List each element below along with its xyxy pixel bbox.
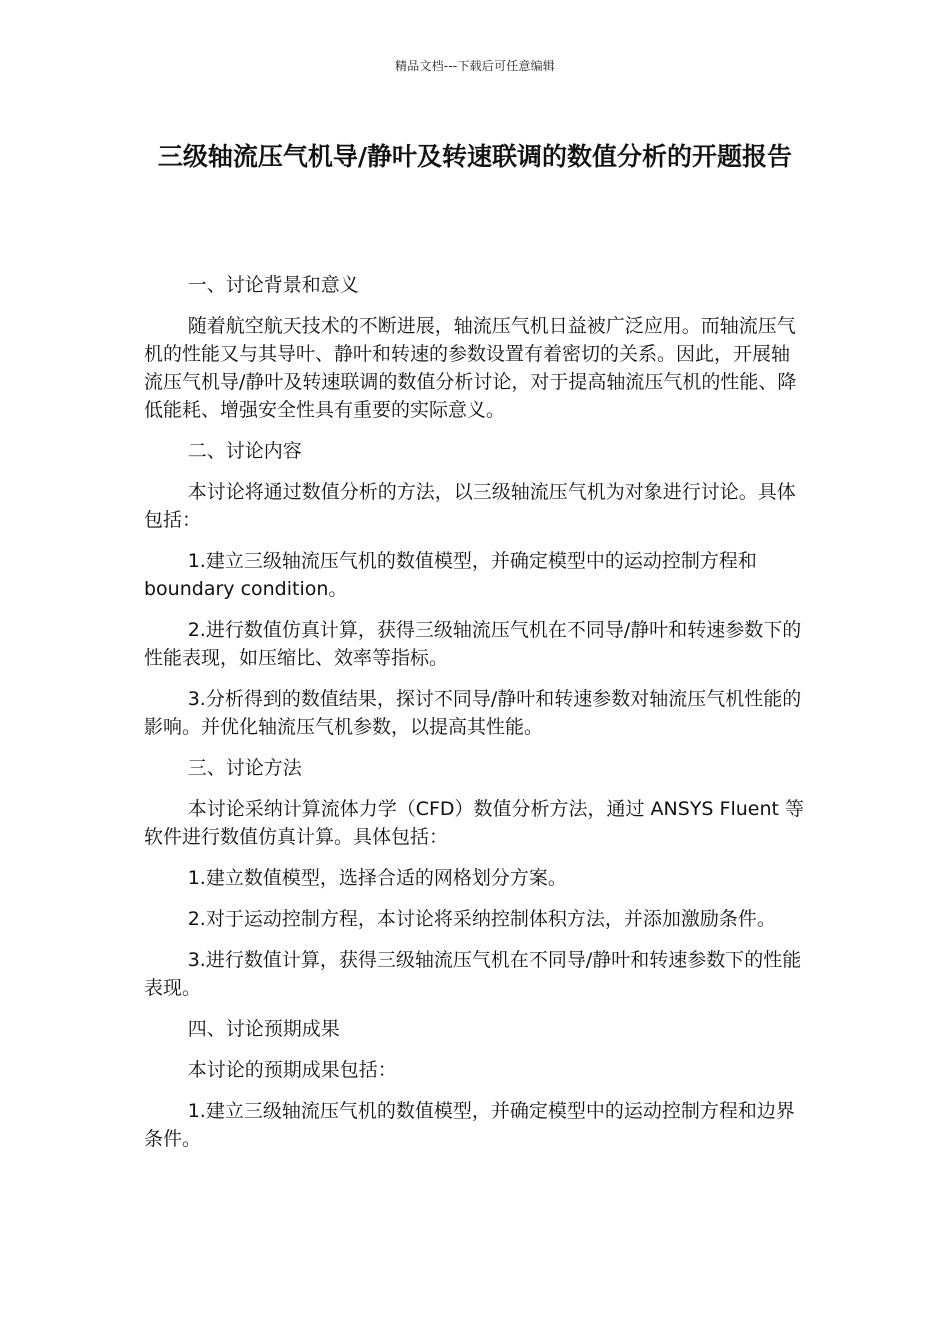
list-item-outcomes-1: 1.建立三级轴流压气机的数值模型，并确定模型中的运动控制方程和边界条件。 xyxy=(144,1100,795,1150)
list-item-method-2: 2.对于运动控制方程，本讨论将采纳控制体积方法，并添加激励条件。 xyxy=(187,908,776,930)
list-item-method-1: 1.建立数值模型，选择合适的网格划分方案。 xyxy=(187,867,567,889)
document-body xyxy=(144,271,804,1166)
list-item-content-3: 3.分析得到的数值结果，探讨不同导/静叶和转速参数对轴流压气机性能的影响。并优化轴流压气机参数，以提高其性能。 xyxy=(144,688,802,738)
paragraph-content-intro: 本讨论将通过数值分析的方法，以三级轴流压气机为对象进行讨论。具体包括： xyxy=(144,481,796,531)
list-item-content-1: 1.建立三级轴流压气机的数值模型，并确定模型中的运动控制方程和 boundary condition。 xyxy=(144,550,757,600)
section-heading-outcomes: 四、讨论预期成果 xyxy=(187,1018,340,1040)
header-note: 精品文档---下载后可任意编辑 xyxy=(395,59,555,73)
section-heading-background: 一、讨论背景和意义 xyxy=(187,274,359,296)
section-heading-content: 二、讨论内容 xyxy=(187,440,302,462)
list-item-content-2: 2.进行数值仿真计算，获得三级轴流压气机在不同导/静叶和转速参数下的性能表现，如压缩比、效率等指标。 xyxy=(144,619,802,669)
section-heading-method: 三、讨论方法 xyxy=(187,757,302,779)
paragraph-outcomes-intro: 本讨论的预期成果包括： xyxy=(187,1059,397,1081)
document-title: 三级轴流压气机导/静叶及转速联调的数值分析的开题报告 xyxy=(157,142,793,171)
paragraph-method-intro: 本讨论采纳计算流体力学（CFD）数值分析方法，通过 ANSYS Fluent 等软件进行数值仿真计算。具体包括： xyxy=(144,798,805,848)
paragraph-background: 随着航空航天技术的不断进展，轴流压气机日益被广泛应用。而轴流压气机的性能又与其导叶、静叶和转速的参数设置有着密切的关系。因此，开展轴流压气机导/静叶及转速联调的数值分析讨论，对于提高轴流压气机的性能、降低能耗、增强安全性具有重要的实际意义。 xyxy=(144,315,797,421)
list-item-method-3: 3.进行数值计算，获得三级轴流压气机在不同导/静叶和转速参数下的性能表现。 xyxy=(144,949,802,999)
